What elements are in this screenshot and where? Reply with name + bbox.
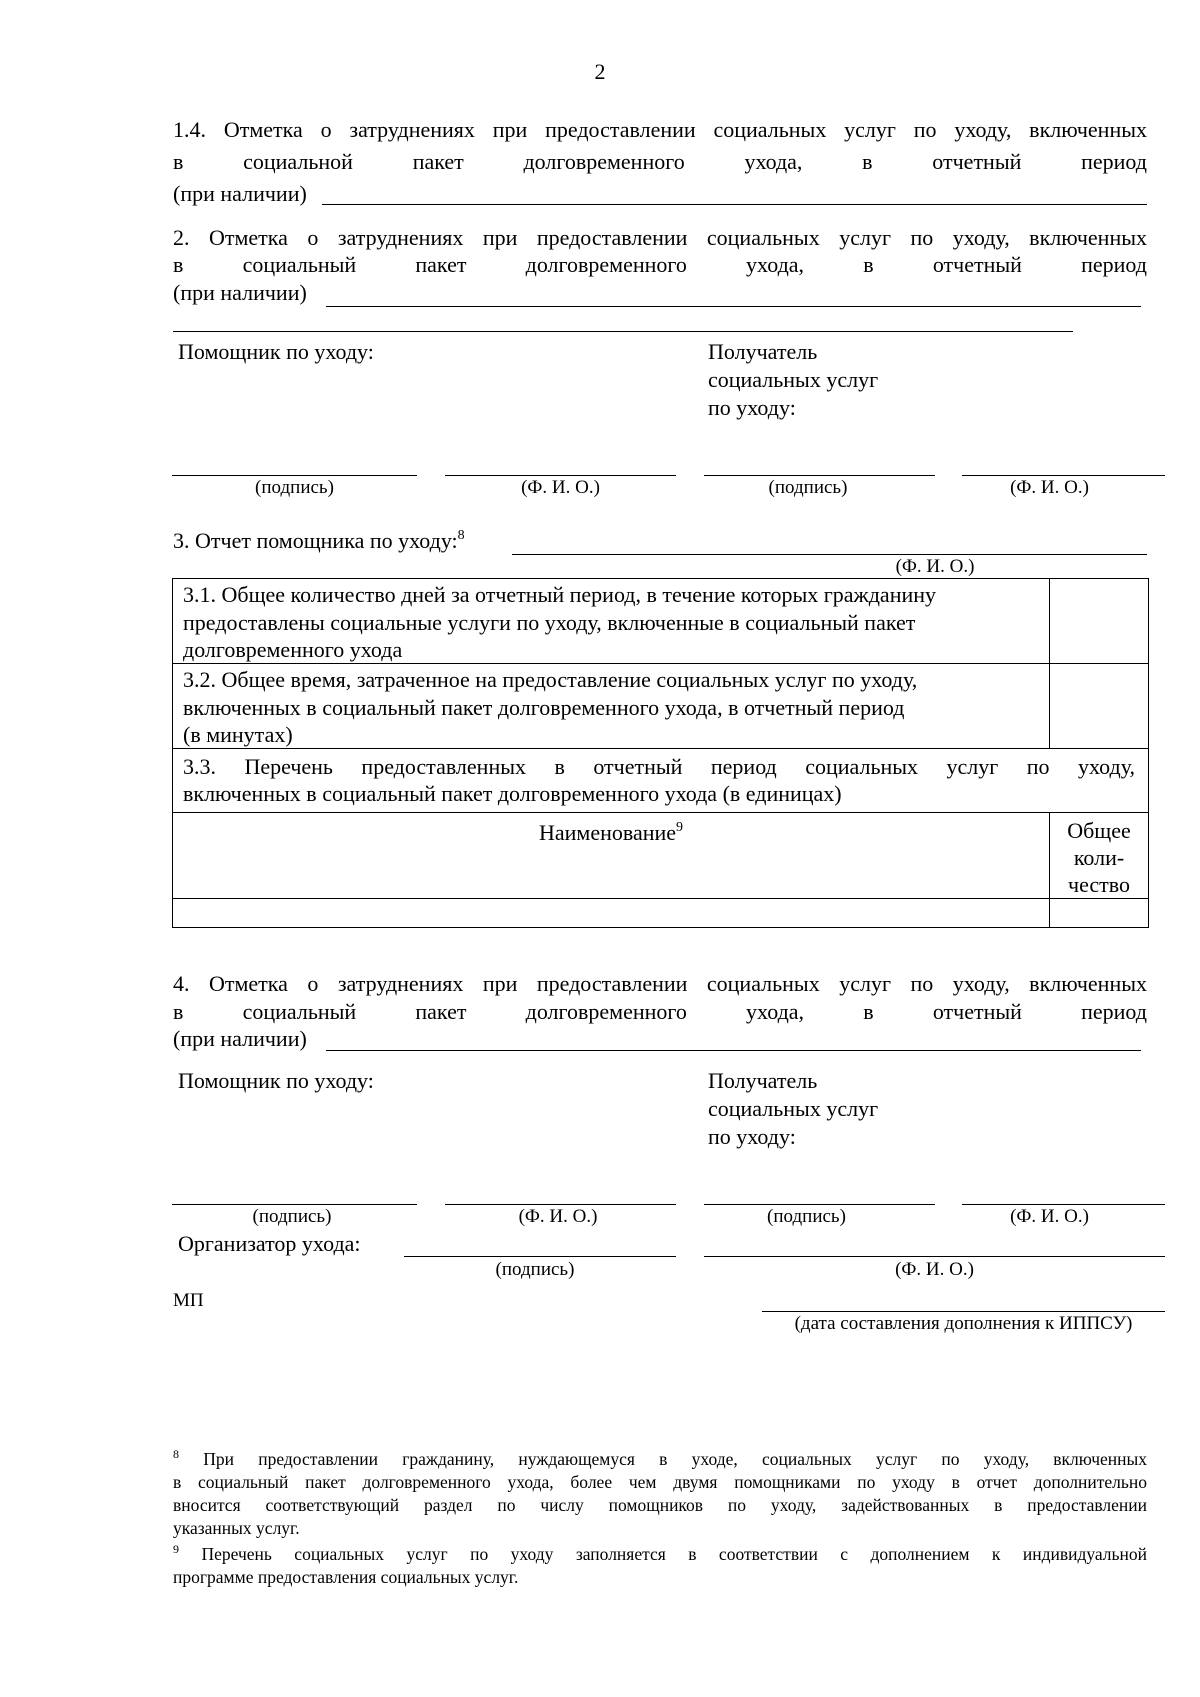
row-3-1-line-3: долговременного ухода [183, 637, 403, 662]
table-cell [173, 899, 1050, 927]
column-total-line-2: коли- [1073, 845, 1125, 870]
footnote-9-text-1: Перечень социальных услуг по уходу заполняется в соответствии с дополнением к индивидуальной [201, 1544, 1148, 1564]
fio-line [445, 1204, 676, 1205]
row-3-3-line-2: включенных в социальный пакет долговременного ухода (в единицах) [183, 781, 842, 806]
fio-line [962, 1204, 1165, 1205]
recipient-line-2: социальных услуг [708, 367, 879, 392]
footnote-9-mark: 9 [173, 1542, 179, 1556]
column-name-text: Наименование [538, 820, 677, 845]
fio-line [962, 475, 1165, 476]
caption-fio: (Ф. И. О.) [895, 556, 975, 577]
recipient-line-2: социальных услуг [708, 1096, 879, 1121]
column-total-line-1: Общее [1067, 818, 1131, 843]
section-4-line-3: (при наличии) [173, 1026, 307, 1051]
row-3-1-line-1: 3.1. Общее количество дней за отчетный период, в течение которых гражданину [183, 582, 937, 607]
caption-fio: (Ф. И. О.) [1010, 477, 1089, 498]
caption-signature: (подпись) [768, 477, 848, 498]
table-value-cell [1050, 579, 1148, 663]
section-1-4-line-1: 1.4. Отметка о затруднениях при предоставлении социальных услуг по уходу, включенных [173, 117, 1147, 142]
section-2-line-3: (при наличии) [173, 280, 307, 305]
recipient-line-1: Получатель [708, 1068, 818, 1093]
section-4-line-2: в социальный пакет долговременного ухода, в отчетный период [173, 999, 1147, 1024]
organizer-fio-line [704, 1256, 1165, 1257]
section-3-label-text: 3. Отчет помощника по уходу: [173, 528, 458, 553]
caption-signature: (подпись) [767, 1206, 846, 1227]
footnote-ref-8: 8 [457, 528, 465, 543]
footnote-8-line-3: вносится соответствующий раздел по числу помощников по уходу, задействованных в предоставлении [173, 1495, 1147, 1515]
section-1-4-fill-line [322, 204, 1147, 205]
footnote-8-line-2: в социальный пакет долговременного ухода, более чем двумя помощниками по уходу в отчет дополнительно [173, 1472, 1147, 1492]
footnote-8-line-1 [173, 1448, 1147, 1471]
row-3-1-line-2: предоставлены социальные услуги по уходу, включенные в социальный пакет [183, 610, 916, 635]
recipient-line-3: по уходу: [708, 1124, 796, 1149]
signature-line [704, 1204, 935, 1205]
caption-signature: (подпись) [255, 477, 334, 498]
recipient-line-3: по уходу: [708, 395, 796, 420]
footnote-8 [173, 1448, 1147, 1540]
table-value-cell [1050, 899, 1148, 927]
page-number: 2 [594, 59, 606, 84]
row-3-2-line-1: 3.2. Общее время, затраченное на предоставление социальных услуг по уходу, [183, 667, 918, 692]
footnote-9-line-1 [173, 1543, 1147, 1566]
footnote-9 [173, 1543, 1147, 1589]
organizer-signature-line [404, 1256, 676, 1257]
column-name-label [173, 819, 1049, 847]
caption-fio: (Ф. И. О.) [1010, 1206, 1089, 1227]
row-3-2-line-3: (в минутах) [183, 722, 293, 747]
footnote-8-text-1: При предоставлении гражданину, нуждающемуся в уходе, социальных услуг по уходу, включенных [203, 1449, 1148, 1469]
table-header-total [1050, 813, 1148, 898]
seal-label: МП [173, 1290, 204, 1311]
table-row-3-1 [173, 579, 1148, 664]
row-3-3-line-1: 3.3. Перечень предоставленных в отчетный период социальных услуг по уходу, [183, 754, 1135, 779]
section-1-4-line-3: (при наличии) [173, 181, 307, 206]
section-2-fill-line-2 [173, 331, 1073, 332]
caption-fio: (Ф. И. О.) [521, 477, 600, 498]
section-4-line-1: 4. Отметка о затруднениях при предоставлении социальных услуг по уходу, включенных [173, 971, 1147, 996]
date-caption: (дата составления дополнения к ИППСУ) [794, 1313, 1133, 1334]
footnote-8-mark: 8 [173, 1447, 179, 1461]
table-cell [173, 664, 1050, 748]
recipient-line-1: Получатель [708, 339, 818, 364]
signature-line [172, 475, 417, 476]
report-table [172, 578, 1149, 928]
section-3-fio-line [512, 554, 1147, 555]
table-header-row [173, 813, 1148, 899]
row-3-2-line-2: включенных в социальный пакет долговременного ухода, в отчетный период [183, 695, 905, 720]
footnote-9-line-2: программе предоставления социальных услуг. [173, 1567, 519, 1587]
fio-line [445, 475, 676, 476]
section-2-line-2: в социальный пакет долговременного ухода, в отчетный период [173, 252, 1147, 277]
organizer-label: Организатор ухода: [178, 1231, 361, 1256]
section-2-line-1: 2. Отметка о затруднениях при предоставлении социальных услуг по уходу, включенных [173, 225, 1147, 250]
signature-line [704, 475, 935, 476]
table-row-empty [173, 899, 1148, 927]
section-1-4-line-2: в социальной пакет долговременного ухода, в отчетный период [173, 149, 1147, 174]
caption-signature: (подпись) [252, 1206, 332, 1227]
table-header-name [173, 813, 1050, 898]
footnote-ref-9: 9 [676, 820, 684, 835]
date-line [762, 1311, 1165, 1312]
footnote-8-line-4: указанных услуг. [173, 1518, 300, 1538]
signature-line [172, 1204, 417, 1205]
table-row-3-3 [173, 749, 1148, 813]
column-total-line-3: чество [1068, 872, 1130, 897]
caption-signature: (подпись) [495, 1259, 575, 1280]
section-2-fill-line [326, 306, 1141, 307]
table-value-cell [1050, 664, 1148, 748]
assistant-label: Помощник по уходу: [178, 339, 374, 364]
section-3-label [173, 527, 465, 555]
section-4-fill-line [326, 1050, 1141, 1051]
table-cell [173, 579, 1050, 663]
caption-fio: (Ф. И. О.) [895, 1259, 974, 1280]
assistant-label: Помощник по уходу: [178, 1068, 374, 1093]
caption-fio: (Ф. И. О.) [518, 1206, 598, 1227]
table-row-3-2 [173, 664, 1148, 749]
